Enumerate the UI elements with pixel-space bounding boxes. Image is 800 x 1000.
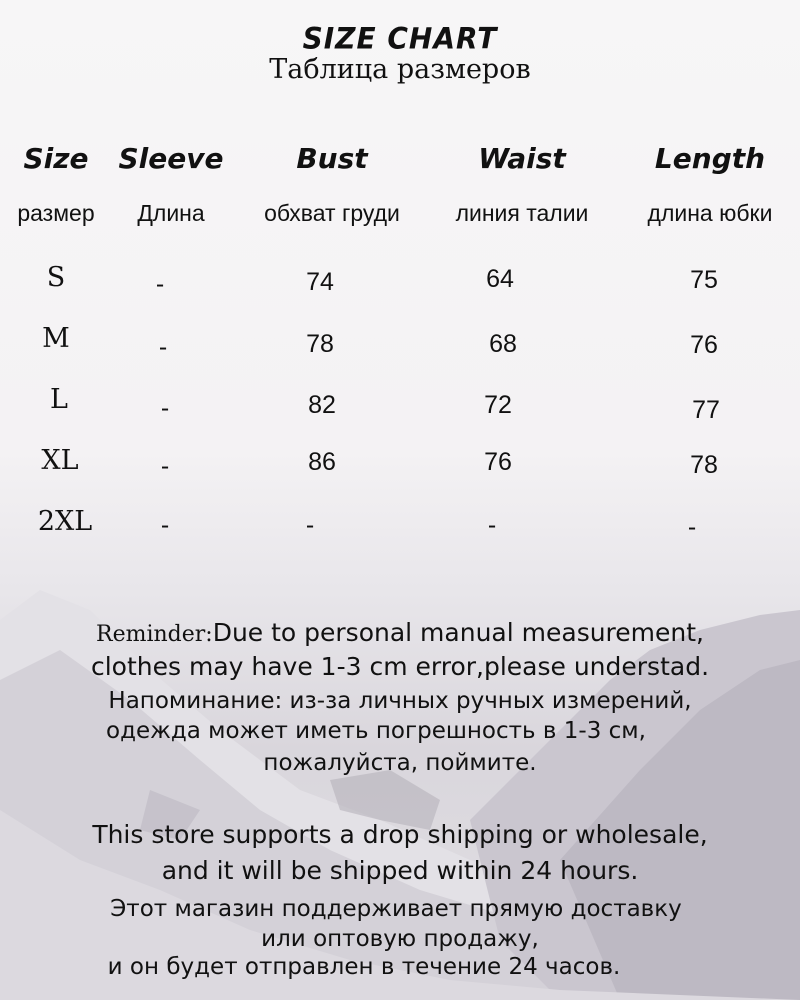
waist-cell: 64 bbox=[486, 265, 514, 293]
reminder-ru-line-2: одежда может иметь погрешность в 1-3 см, bbox=[106, 718, 646, 744]
shipping-ru-line-2: или оптовую продажу, bbox=[261, 926, 539, 952]
length-cell: - bbox=[687, 513, 697, 541]
sleeve-cell: - bbox=[158, 333, 168, 361]
bust-cell: 82 bbox=[308, 391, 336, 419]
column-subheader-sleeve: Длина bbox=[137, 200, 205, 226]
page-subtitle: Таблица размеров bbox=[269, 54, 531, 85]
reminder-line-1 bbox=[0, 618, 800, 647]
length-cell: 76 bbox=[690, 331, 718, 359]
column-header-waist: Waist bbox=[478, 142, 566, 175]
waist-cell: 76 bbox=[484, 448, 512, 476]
length-cell: 75 bbox=[690, 266, 718, 294]
sleeve-cell: - bbox=[160, 394, 170, 422]
sleeve-cell: - bbox=[160, 511, 170, 539]
waist-cell: - bbox=[487, 511, 497, 539]
shipping-line-2: and it will be shipped within 24 hours. bbox=[161, 856, 639, 885]
reminder-label: Reminder: bbox=[96, 622, 213, 647]
reminder-ru-line-3: пожалуйста, поймите. bbox=[263, 750, 537, 776]
column-subheader-size: размер bbox=[17, 200, 95, 226]
column-subheader-waist: линия талии bbox=[455, 200, 589, 226]
reminder-text: Due to personal manual measurement, bbox=[212, 618, 704, 647]
size-cell: L bbox=[50, 384, 68, 415]
size-cell: S bbox=[46, 262, 66, 293]
column-header-size: Size bbox=[23, 142, 89, 175]
column-header-sleeve: Sleeve bbox=[118, 142, 224, 175]
column-subheader-bust: обхват груди bbox=[264, 200, 400, 226]
shipping-line-1: This store supports a drop shipping or wholesale, bbox=[92, 820, 708, 849]
waist-cell: 72 bbox=[484, 391, 512, 419]
page-title: SIZE CHART bbox=[302, 21, 498, 56]
bust-cell: 74 bbox=[306, 268, 334, 296]
column-subheader-length: длина юбки bbox=[647, 200, 773, 226]
length-cell: 78 bbox=[690, 451, 718, 479]
size-cell: 2XL bbox=[37, 506, 93, 537]
length-cell: 77 bbox=[692, 396, 720, 424]
sleeve-cell: - bbox=[155, 270, 165, 298]
size-cell: XL bbox=[41, 445, 79, 476]
column-header-bust: Bust bbox=[296, 142, 368, 175]
bust-cell: 86 bbox=[308, 448, 336, 476]
reminder-ru-line-1: Напоминание: из-за личных ручных измерений, bbox=[108, 688, 692, 714]
bust-cell: 78 bbox=[306, 330, 334, 358]
bust-cell: - bbox=[305, 511, 315, 539]
sleeve-cell: - bbox=[160, 452, 170, 480]
size-cell: M bbox=[42, 323, 70, 354]
reminder-line-2: clothes may have 1-3 cm error,please understad. bbox=[90, 652, 710, 681]
shipping-ru-line-1: Этот магазин поддерживает прямую доставку bbox=[110, 896, 682, 922]
waist-cell: 68 bbox=[489, 330, 517, 358]
shipping-ru-line-3: и он будет отправлен в течение 24 часов. bbox=[107, 954, 621, 980]
column-header-length: Length bbox=[654, 142, 766, 175]
